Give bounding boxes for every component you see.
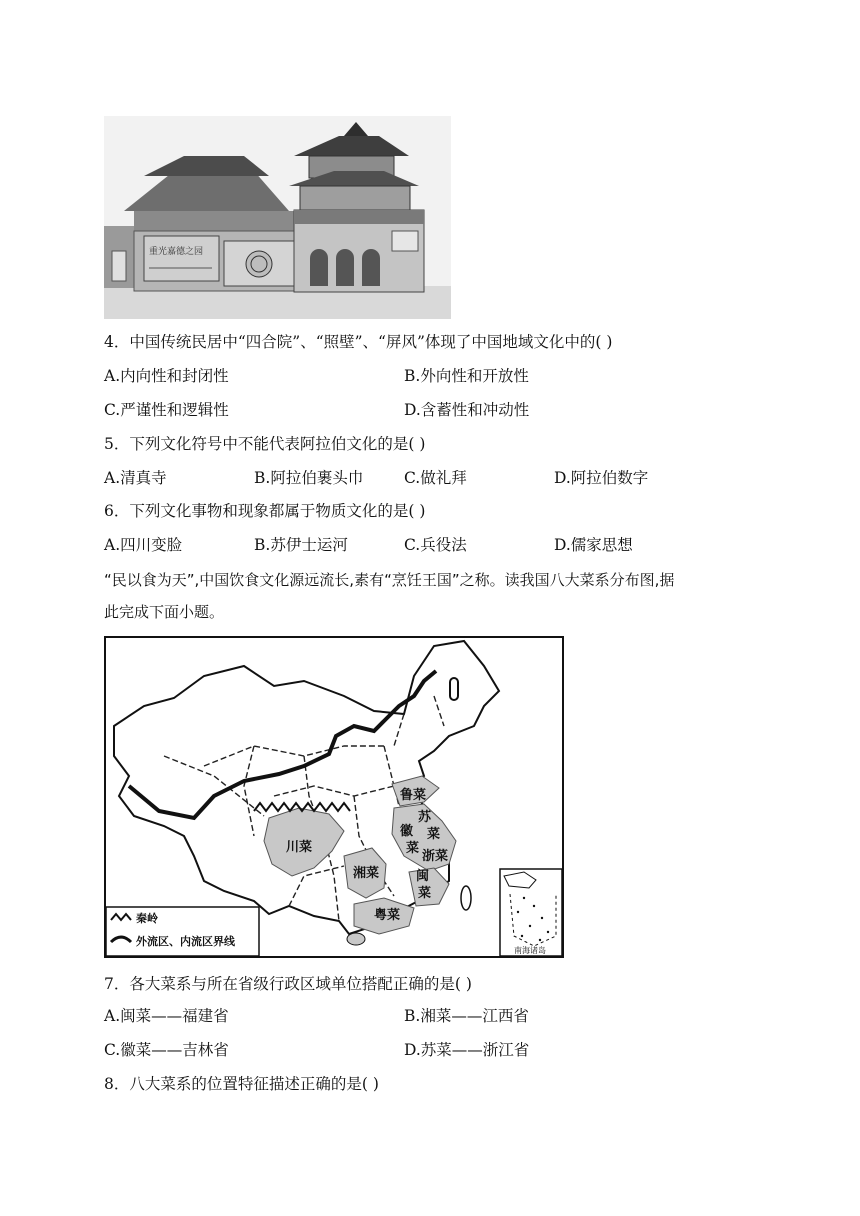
map-legend [106,907,259,956]
question-5-stem: 5．下列文化符号中不能代表阿拉伯文化的是( ) [104,435,426,453]
q7-option-b: B.湘菜——江西省 [404,1007,529,1025]
question-7-stem: 7．各大菜系与所在省级行政区域单位搭配正确的是( ) [104,975,472,993]
q4-option-d: D.含蓄性和冲动性 [404,401,530,419]
taiwan-island [461,886,471,910]
south-china-sea-inset [500,869,562,956]
label-hui-cuisine-2: 菜 [406,841,420,856]
inset-label-nanhai: 南海诸岛 [514,946,546,955]
q5-option-a: A.清真寺 [104,469,167,487]
q7-option-d: D.苏菜——浙江省 [404,1041,530,1059]
legend-boundary-label: 外流区、内流区界线 [136,935,235,948]
q7-option-a: A.闽菜——福建省 [104,1007,229,1025]
eight-cuisines-map [104,636,564,958]
hainan-island [347,933,365,945]
q5-option-c: C.做礼拜 [404,469,467,487]
label-yue-cuisine: 粤菜 [374,908,401,923]
q5-option-d: D.阿拉伯数字 [554,469,649,487]
legend-qinling-label: 秦岭 [136,912,158,925]
label-min-cuisine-1: 闽 [416,869,430,884]
cuisine-intro-paragraph [104,564,764,628]
q4-option-c: C.严谨性和逻辑性 [104,401,229,419]
q5-option-b: B.阿拉伯裹头巾 [254,469,364,487]
q6-option-b: B.苏伊士运河 [254,536,348,554]
mosque-building-photo [104,116,451,319]
intro-line-2: 此完成下面小题。 [104,603,225,621]
question-6-stem: 6．下列文化事物和现象都属于物质文化的是( ) [104,502,426,520]
q4-option-a: A.内向性和封闭性 [104,367,229,385]
label-su-cuisine-2: 菜 [427,827,441,842]
q6-option-a: A.四川变脸 [104,536,183,554]
question-8-stem: 8．八大菜系的位置特征描述正确的是( ) [104,1075,379,1093]
q7-option-c: C.徽菜——吉林省 [104,1041,229,1059]
question-4-stem: 4．中国传统民居中“四合院”、“照壁”、“屏风”体现了中国地域文化中的( ) [104,333,613,351]
label-lu-cuisine: 鲁菜 [400,788,427,803]
label-hui-cuisine-1: 徽 [400,824,414,839]
label-chuan-cuisine: 川菜 [286,840,313,855]
intro-line-1: “民以食为天”,中国饮食文化源远流长,素有“烹饪王国”之称。读我国八大菜系分布图,据 [104,571,675,589]
q6-option-d: D.儒家思想 [554,536,633,554]
wall-inscription: 重光嘉德之园 [149,247,204,257]
label-su-cuisine-1: 苏 [418,810,432,825]
q6-option-c: C.兵役法 [404,536,467,554]
label-xiang-cuisine: 湘菜 [353,866,380,881]
label-min-cuisine-2: 菜 [418,886,432,901]
q4-option-b: B.外向性和开放性 [404,367,529,385]
label-zhe-cuisine: 浙菜 [422,849,449,864]
